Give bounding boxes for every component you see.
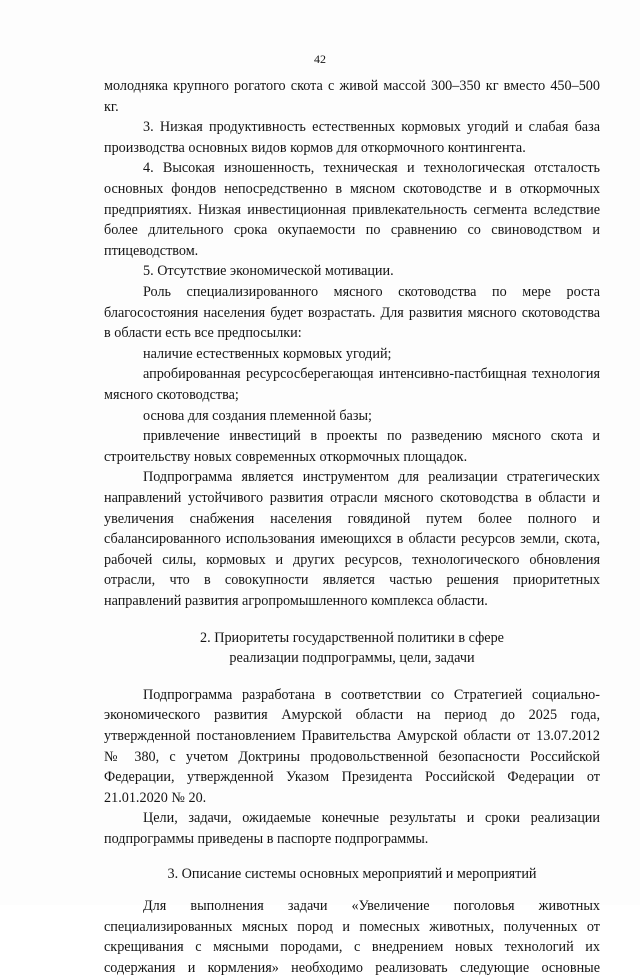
text-line: направлений устойчивого развития отрасли мясного скотоводства в области и bbox=[104, 490, 600, 506]
text-line: производства основных видов кормов для откормочного контингента. bbox=[104, 139, 526, 156]
text-line: утвержденной постановлением Правительства Амурской области от 13.07.2012 bbox=[104, 728, 600, 744]
text-line: 3. Низкая продуктивность естественных кормовых угодий и слабая база bbox=[143, 119, 600, 136]
text-line: апробированная ресурсосберегающая интенсивно-пастбищная технология bbox=[143, 366, 600, 383]
text-line: 21.01.2020 № 20. bbox=[104, 789, 207, 806]
text-line: строительству новых современных откормочных площадок. bbox=[104, 448, 468, 465]
text-line: молодняка крупного рогатого скота с живой массой 300–350 кг вместо 450–500 bbox=[104, 78, 600, 94]
text-line: птицеводством. bbox=[104, 242, 199, 259]
text-line: специализированных мясных пород и помесных животных, полученных от bbox=[104, 918, 600, 935]
text-line: Цели, задачи, ожидаемые конечные результаты и сроки реализации bbox=[143, 810, 600, 827]
text-line: мясного скотоводства; bbox=[104, 387, 239, 403]
text-line: увеличения снабжения населения говядиной путем более полного и bbox=[104, 510, 600, 527]
text-line: привлечение инвестиций в проекты по разведению мясного скота и bbox=[143, 428, 600, 445]
section-heading: 2. Приоритеты государственной политики в сфере bbox=[200, 629, 504, 646]
text-line: № 380, с учетом Доктрины продовольственной безопасности Российской bbox=[104, 748, 600, 765]
text-line: рабочей силы, кормовых и других ресурсов, технологического обновления bbox=[104, 551, 600, 568]
text-line: кг. bbox=[104, 98, 119, 115]
page-number: 42 bbox=[314, 52, 326, 66]
text-line: содержания и кормления» необходимо реализовать следующие основные bbox=[104, 960, 600, 976]
text-line: направлений развития агропромышленного комплекса области. bbox=[104, 593, 488, 609]
text-line: наличие естественных кормовых угодий; bbox=[143, 345, 392, 362]
text-line: сбалансированного использования имеющихся в области ресурсов земли, скота, bbox=[104, 531, 600, 548]
text-line: в области есть все предпосылки: bbox=[104, 325, 302, 342]
text-line: подпрограммы приведены в паспорте подпрограммы. bbox=[104, 831, 429, 847]
text-line: более длительного срока окупаемости по сравнению со свиноводством и bbox=[104, 222, 600, 239]
text-line: 5. Отсутствие экономической мотивации. bbox=[143, 263, 394, 280]
text-line: отрасли, что в совокупности является частью решения приоритетных bbox=[104, 572, 600, 589]
text-line: Федерации, утвержденной Указом Президента Российской Федерации от bbox=[104, 769, 600, 786]
text-line: экономического развития Амурской области на период до 2025 года, bbox=[104, 707, 600, 724]
text-line: 4. Высокая изношенность, техническая и технологическая отсталость bbox=[143, 160, 600, 177]
section-heading: реализации подпрограммы, цели, задачи bbox=[229, 650, 475, 667]
text-line: Роль специализированного мясного скотоводства по мере роста bbox=[143, 284, 600, 300]
text-line: скрещивания с мясными породами, с внедрением новых технологий их bbox=[104, 939, 600, 956]
text-line: Подпрограмма является инструментом для реализации стратегических bbox=[143, 469, 600, 486]
section-heading: 3. Описание системы основных мероприятий и мероприятий bbox=[167, 865, 537, 882]
text-line: Для выполнения задачи «Увеличение поголовья животных bbox=[143, 898, 600, 915]
text-line: основа для создания племенной базы; bbox=[143, 407, 372, 424]
text-line: благосостояния населения будет возрастать. Для развития мясного скотоводства bbox=[104, 304, 600, 321]
text-line: основных фондов непосредственно в мясном скотоводстве и в откормочных bbox=[104, 181, 600, 197]
text-line: Подпрограмма разработана в соответствии со Стратегией социально- bbox=[143, 686, 600, 703]
text-line: предприятиях. Низкая инвестиционная привлекательность сегмента вследствие bbox=[104, 201, 600, 218]
